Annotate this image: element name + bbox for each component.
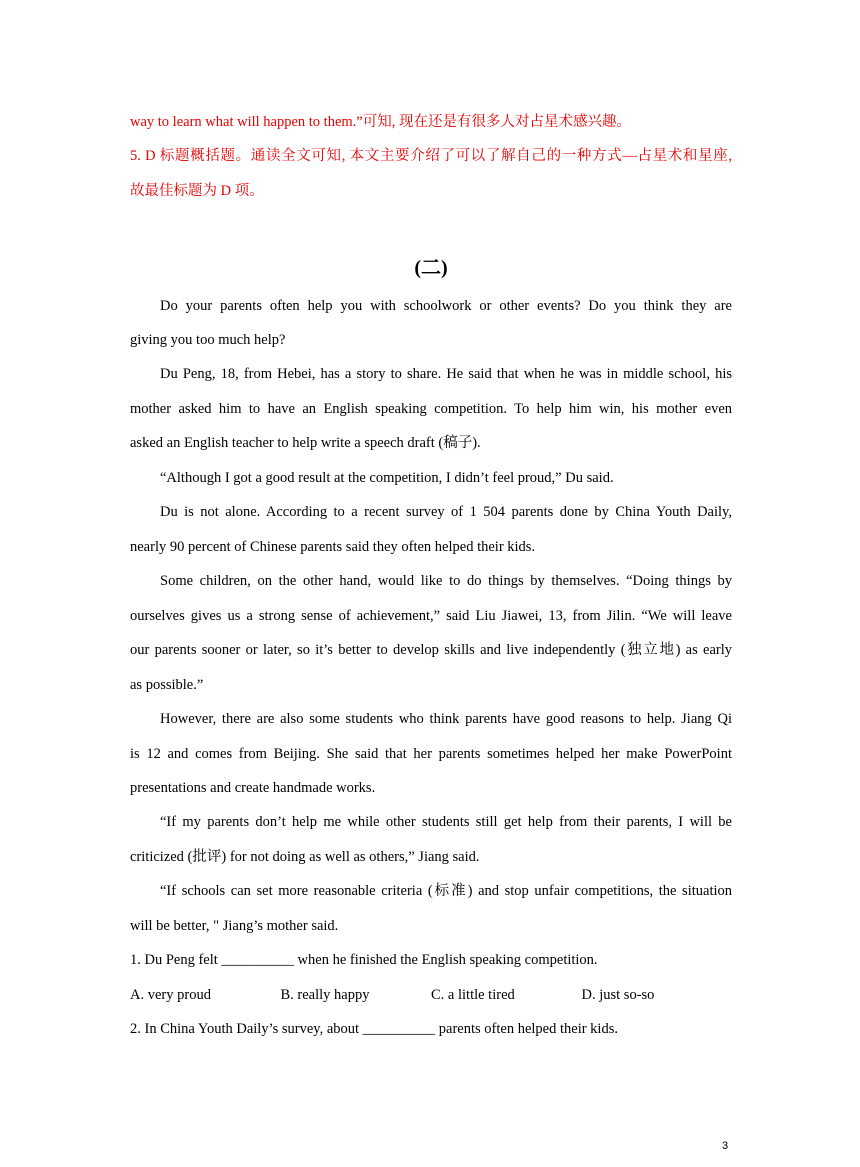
passage-line: Du is not alone. According to a recent survey of 1 504 parents done by China Youth Daily, xyxy=(160,504,732,520)
passage-line: giving you too much help? xyxy=(130,332,286,348)
passage-line: Du Peng, 18, from Hebei, has a story to share. He said that when he was in middle school, his xyxy=(160,366,732,382)
section-title: (二) xyxy=(414,257,448,279)
passage-line: Some children, on the other hand, would like to do things by themselves. “Doing things by xyxy=(160,573,732,589)
question-2: 2. In China Youth Daily’s survey, about __________ parents often helped their kids. xyxy=(130,1021,618,1037)
question-1: 1. Du Peng felt __________ when he finished the English speaking competition. xyxy=(130,952,598,968)
passage-line: criticized (批评) for not doing as well as others,” Jiang said. xyxy=(130,849,480,865)
option-c: C. a little tired xyxy=(431,987,515,1003)
passage-line: asked an English teacher to help write a speech draft (稿子). xyxy=(130,435,481,451)
passage-line: presentations and create handmade works. xyxy=(130,780,376,796)
passage-line: Do your parents often help you with schoolwork or other events? Do you think they are xyxy=(160,298,732,314)
passage-line: “Although I got a good result at the competition, I didn’t feel proud,” Du said. xyxy=(160,470,614,486)
passage-line: as possible.” xyxy=(130,677,204,693)
passage-line: will be better, " Jiang’s mother said. xyxy=(130,918,339,934)
answer-line-1: way to learn what will happen to them.”可知, 现在还是有很多人对占星术感兴趣。 xyxy=(130,114,631,130)
passage-line: However, there are also some students who think parents have good reasons to help. Jiang Qi xyxy=(160,711,732,727)
passage-line: “If schools can set more reasonable criteria (标准) and stop unfair competitions, the situation xyxy=(160,883,732,899)
page-number: 3 xyxy=(722,1140,729,1152)
passage-line: “If my parents don’t help me while other students still get help from their parents, I will be xyxy=(160,814,732,830)
passage-line: ourselves gives us a strong sense of achievement,” said Liu Jiawei, 13, from Jilin. “We will leave xyxy=(130,608,732,624)
option-a: A. very proud xyxy=(130,987,211,1003)
option-b: B. really happy xyxy=(280,987,370,1003)
answer-line-3: 故最佳标题为 D 项。 xyxy=(130,183,264,199)
passage-line: nearly 90 percent of Chinese parents said they often helped their kids. xyxy=(130,539,536,555)
passage-line: mother asked him to have an English speaking competition. To help him win, his mother even xyxy=(130,401,732,417)
question-1-options xyxy=(130,985,732,1005)
option-d: D. just so-so xyxy=(581,987,655,1003)
passage-line: is 12 and comes from Beijing. She said that her parents sometimes helped her make PowerPoint xyxy=(130,746,732,762)
answer-line-2: 5. D 标题概括题。通读全文可知, 本文主要介绍了可以了解自己的一种方式—占星术和星座, xyxy=(130,148,732,164)
passage-line: our parents sooner or later, so it’s better to develop skills and live independently (独立地) as early xyxy=(130,642,732,658)
